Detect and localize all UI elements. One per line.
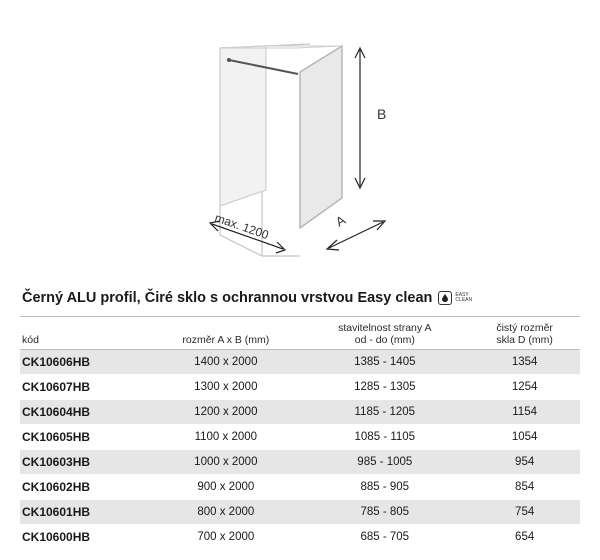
cell-size: 1000 x 2000 xyxy=(151,450,300,475)
cell-adjust: 785 - 805 xyxy=(300,500,469,525)
table-row xyxy=(20,450,580,475)
table-row xyxy=(20,500,580,525)
cell-adjust: 1085 - 1105 xyxy=(300,425,469,450)
water-drop-icon xyxy=(438,291,452,305)
cell-code: CK10601HB xyxy=(20,500,151,525)
header-size: rozměr A x B (mm) xyxy=(151,317,300,350)
table-row xyxy=(20,350,580,375)
cell-code: CK10606HB xyxy=(20,350,151,375)
cell-adjust: 985 - 1005 xyxy=(300,450,469,475)
shower-wall-diagram xyxy=(0,0,600,270)
cell-glass: 1254 xyxy=(469,375,580,400)
cell-size: 700 x 2000 xyxy=(151,525,300,550)
bar-mount xyxy=(227,58,231,62)
dimension-a xyxy=(327,212,385,250)
cell-glass: 954 xyxy=(469,450,580,475)
badge-line-1: EASY xyxy=(455,292,469,298)
cell-adjust: 685 - 705 xyxy=(300,525,469,550)
cell-adjust: 885 - 905 xyxy=(300,475,469,500)
cell-size: 800 x 2000 xyxy=(151,500,300,525)
badge-line-2: CLEAN xyxy=(455,297,473,303)
table-row xyxy=(20,475,580,500)
dimension-a-label: A xyxy=(333,212,349,230)
cell-glass: 854 xyxy=(469,475,580,500)
cell-size: 900 x 2000 xyxy=(151,475,300,500)
cell-glass: 1154 xyxy=(469,400,580,425)
cell-size: 1400 x 2000 xyxy=(151,350,300,375)
cell-adjust: 1285 - 1305 xyxy=(300,375,469,400)
cell-size: 1200 x 2000 xyxy=(151,400,300,425)
product-title xyxy=(22,290,472,306)
cell-glass: 654 xyxy=(469,525,580,550)
cell-adjust: 1385 - 1405 xyxy=(300,350,469,375)
cell-adjust: 1185 - 1205 xyxy=(300,400,469,425)
header-glass-line-1: čistý rozměr xyxy=(496,322,553,334)
table-row xyxy=(20,375,580,400)
table-row xyxy=(20,425,580,450)
table-row xyxy=(20,400,580,425)
header-glass-line-2: skla D (mm) xyxy=(496,334,553,346)
cell-glass: 1054 xyxy=(469,425,580,450)
header-adjust-line-2: od - do (mm) xyxy=(354,334,415,346)
dimension-b-label: B xyxy=(377,106,387,122)
dimension-max xyxy=(210,211,285,253)
dimension-b xyxy=(355,48,386,188)
table-header-row xyxy=(20,317,580,350)
cell-code: CK10605HB xyxy=(20,425,151,450)
cell-size: 1100 x 2000 xyxy=(151,425,300,450)
table-row xyxy=(20,525,580,550)
easy-clean-badge-text xyxy=(455,293,472,303)
dimension-max-label: max. 1200 xyxy=(213,210,271,243)
header-code: kód xyxy=(20,317,151,350)
back-wall-top xyxy=(220,46,342,48)
cell-code: CK10603HB xyxy=(20,450,151,475)
cell-code: CK10600HB xyxy=(20,525,151,550)
cell-size: 1300 x 2000 xyxy=(151,375,300,400)
header-adjustability xyxy=(300,317,469,350)
header-adjust-line-1: stavitelnost strany A xyxy=(338,322,432,334)
cell-code: CK10607HB xyxy=(20,375,151,400)
easy-clean-badge xyxy=(438,291,472,305)
glass-panel xyxy=(300,46,342,228)
back-wall-left-panel xyxy=(220,46,266,206)
header-glass-size xyxy=(469,317,580,350)
cell-glass: 754 xyxy=(469,500,580,525)
product-title-text: Černý ALU profil, Čiré sklo s ochrannou vrstvou Easy clean xyxy=(22,290,433,306)
specs-table xyxy=(20,316,580,550)
cell-code: CK10604HB xyxy=(20,400,151,425)
cell-code: CK10602HB xyxy=(20,475,151,500)
cell-glass: 1354 xyxy=(469,350,580,375)
